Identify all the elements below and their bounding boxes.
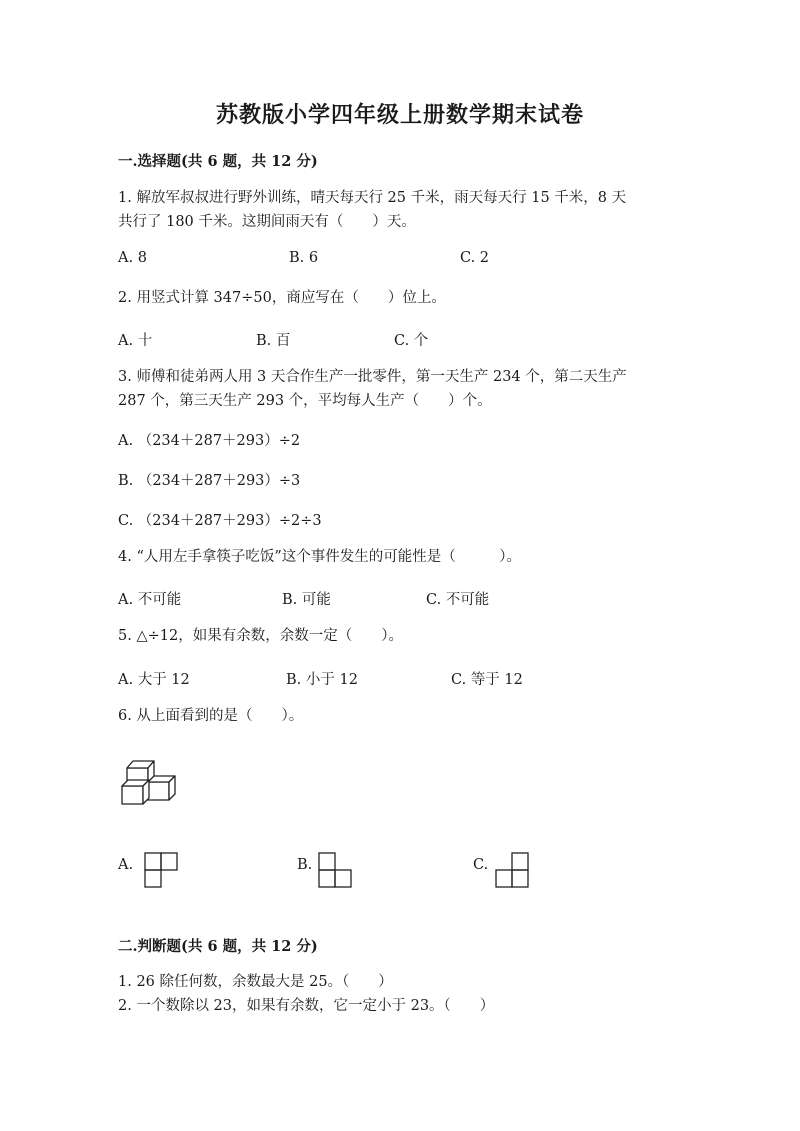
question-6 <box>118 704 678 728</box>
option-c: C. （234＋287＋293）÷2÷3 <box>118 513 322 529</box>
option-a: A. 十 <box>118 333 153 349</box>
option-a: A. 大于 12 <box>118 672 190 688</box>
option-c: C. 2 <box>460 250 490 266</box>
section-heading-judgment: 二.判断题(共 6 题，共 12 分) <box>118 938 318 955</box>
option-a: A. <box>118 857 134 873</box>
option-c: C. 个 <box>394 333 429 349</box>
cube-figure-image <box>118 756 182 808</box>
option-a: A. 8 <box>118 250 147 266</box>
option-b: B. 百 <box>256 333 291 349</box>
option-a: A. （234＋287＋293）÷2 <box>118 433 301 449</box>
question-3 <box>118 365 678 413</box>
question-4 <box>118 545 678 569</box>
option-a-top-view-image <box>144 852 178 888</box>
option-c: C. 不可能 <box>426 592 490 608</box>
option-b: B. 可能 <box>282 592 331 608</box>
question-line: 6. 从上面看到的是（ ）。 <box>118 708 304 724</box>
option-b: B. <box>297 857 313 873</box>
option-a: A. 不可能 <box>118 592 182 608</box>
question-line: 4. “人用左手拿筷子吃饭”这个事件发生的可能性是（ ）。 <box>118 549 522 565</box>
question-line: 1. 解放军叔叔进行野外训练，晴天每天行 25 千米，雨天每天行 15 千米，8 天 <box>118 190 627 206</box>
judgment-question-1: 1. 26 除任何数，余数最大是 25。（ ） <box>118 974 393 990</box>
page-title: 苏教版小学四年级上册数学期末试卷 <box>215 102 584 128</box>
option-c: C. <box>473 857 489 873</box>
option-b: B. （234＋287＋293）÷3 <box>118 473 301 489</box>
question-2 <box>118 286 678 310</box>
question-line: 3. 师傅和徒弟两人用 3 天合作生产一批零件，第一天生产 234 个，第二天生产 <box>118 369 627 385</box>
option-b: B. 6 <box>289 250 319 266</box>
option-c: C. 等于 12 <box>451 672 523 688</box>
question-line: 共行了 180 千米。这期间雨天有（ ）天。 <box>118 214 416 230</box>
option-b-top-view-image <box>318 852 352 888</box>
question-1 <box>118 186 678 234</box>
option-b: B. 小于 12 <box>286 672 358 688</box>
option-c-top-view-image <box>495 852 529 888</box>
question-line: 2. 用竖式计算 347÷50，商应写在（ ）位上。 <box>118 290 446 306</box>
judgment-question-2: 2. 一个数除以 23，如果有余数，它一定小于 23。（ ） <box>118 998 495 1014</box>
question-line: 5. △÷12，如果有余数，余数一定（ ）。 <box>118 628 403 644</box>
question-line: 287 个，第三天生产 293 个，平均每人生产（ ）个。 <box>118 393 492 409</box>
question-5 <box>118 624 678 648</box>
section-heading-choice: 一.选择题(共 6 题，共 12 分) <box>118 153 318 170</box>
